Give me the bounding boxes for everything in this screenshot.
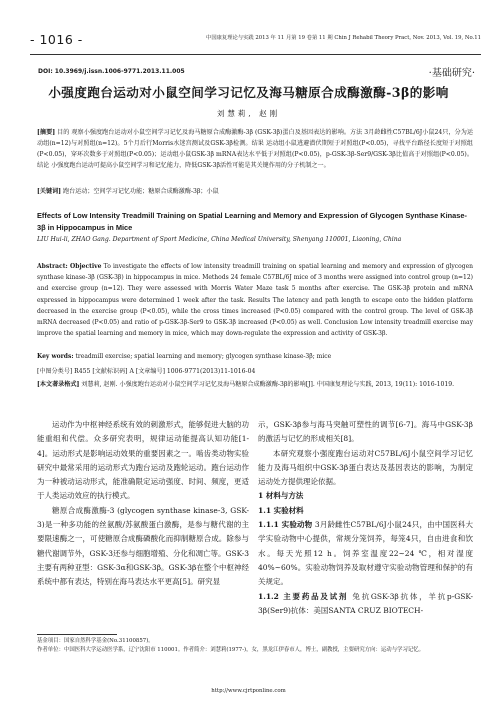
body-paragraph-continued: 示，GSK-3β参与海马突触可塑性的调节[6-7]。海马中GSK-3β的激活与记忆的形成相关[8]。 <box>258 420 473 444</box>
subsection-text: 3月龄雌性C57BL/6J小鼠24只，由中国医科大学实验动物中心提供，常规分笼饲养，每笼4只，自由进食和饮水。每天光照12 h。饲养室温度22~24 ℃，相对湿度40%~60%。实验动物饲养及取材遵守实验动物管理和保护的有关规定。 <box>258 520 473 587</box>
body-left-column <box>37 418 249 590</box>
subsection-1-1-1 <box>258 518 473 589</box>
chinese-keywords <box>37 186 473 197</box>
english-title: Effects of Low Intensity Treadmill Training on Spatial Learning and Memory and Expression of Glycogen Synthase Kinase-3β in Hippocampus in Mice <box>37 211 467 232</box>
citation-format <box>37 379 473 390</box>
chinese-abstract-text: 目的 观察小强度跑台运动对小鼠空间学习记忆及海马糖原合成酶激酶-3β (GSK-3β)蛋白及基因表达的影响。方法 3月龄雌性C57BL/6J小鼠24只，分为运动组(n=12)与对照组(n=12)。5个月后行Morris水迷宫测试及GSK-3β检测。结果 运动组小鼠逃避潜伏期短于对照组(P<0.05)，寻找平台路径长度短于对照组(P<0.05)，穿环次数多于对照组(P<0.05)；运动组小鼠GSK-3β mRNA表达水平低于对照组(P<0.05)，p-GSK-3β-Ser9/GSK-3β比值高于对照组(P<0.05)。结论 小强度跑台运动可提高小鼠空间学习和记忆能力，降低GSK-3β活性可能是其关键作用的分子机制之一。 <box>37 129 473 169</box>
english-abstract <box>37 261 473 339</box>
body-paragraph: 糖原合成酶激酶-3 (glycogen synthase kinase-3, GSK-3)是一种多功能的丝氨酸/苏氨酸蛋白激酶，是参与糖代谢的主要限速酶之一，可使糖原合成酶磷酸化而抑制糖原合成。除参与糖代谢调节外，GSK-3还参与细胞增殖、分化和凋亡等。GSK-3主要有两种亚型：GSK-3α和GSK-3β。GSK-3β在整个中枢神经系统中都有表达，特别在海马表达水平更高[5]。研究显 <box>37 505 249 587</box>
body-right-column <box>258 418 473 618</box>
footnote-funding: 基金项目：国家自然科学基金(No.31100857)。 <box>37 638 154 644</box>
citation-label: [本文著录格式] <box>37 381 80 388</box>
english-keywords <box>37 351 473 362</box>
running-header <box>30 30 481 46</box>
english-keywords-label: Key words: <box>37 353 74 360</box>
subsection-heading: 1.1 实验材料 <box>258 505 304 515</box>
classification-line: [中图分类号] R455 [文献标识码] A [文章编号] 1006-9771(2013)11-1016-04 <box>37 368 256 375</box>
footnote-author-info: 作者单位：中国医科大学运动医学系，辽宁沈阳市 110001。作者简介：刘慧莉(1977-)，女，黑龙江伊春市人，博士，副教授，主要研究方向：运动与学习记忆。 <box>37 647 425 653</box>
english-abstract-text: To investigate the effects of low intensity treadmill training on spatial learning and memory and expression of glycogen synthase kinase-3β (GSK-3β) in hippocampus in mice. Methods 24 female C57BL/6J mice of 3 months were assigned into control group (n=12) and exercise group (n=12). They were assessed with Morris Water Maze task 5 months after exercise. The GSK-3β protein and mRNA expressed in hippocampus were determined 1 week after the task. Results The latency and path length to escape onto the hidden platform decreased in the exercise group (P<0.05), while the cross times increased (P<0.05) compared with the control group. The level of GSK-3β mRNA decreased (P<0.05) and ratio of p-GSK-3β-Ser9 to GSK-3β increased (P<0.05) as well. Conclusion Low intensity treadmill exercise may improve the spatial learning and memory in mice, which may down-regulate the expression and activity of GSK-3β. <box>37 263 473 338</box>
chinese-keywords-text: 跑台运动；空间学习记忆功能；糖原合成酶激酶-3β；小鼠 <box>61 188 219 195</box>
journal-citation-line: 中国康复理论与实践 2013 年 11 月第 19 卷第 11 期 Chin J Rehabil Theory Pract, Nov. 2013, Vol. 19, No.11 <box>206 35 481 41</box>
section-heading: 1 材料与方法 <box>258 491 304 501</box>
footer-url[interactable]: http://www.cjrtponline.com <box>211 688 286 694</box>
column-name: ·基础研究· <box>428 68 475 79</box>
subsubsection-heading: 1.1.1 实验动物 <box>258 520 313 530</box>
chinese-keywords-label: [关键词] <box>37 188 62 195</box>
subsection-1-1-2 <box>258 590 473 619</box>
english-abstract-label: Abstract: Objective <box>37 263 102 270</box>
footnotes <box>37 637 473 655</box>
subsection-text: 兔抗GSK-3β抗体，羊抗p-GSK-3β(Ser9)抗体：美国SANTA CRUZ BIOTECH- <box>258 591 473 615</box>
article-authors: 刘慧莉, 赵刚 <box>216 109 281 118</box>
citation-text: 刘慧莉, 赵刚. 小强度跑台运动对小鼠空间学习记忆及海马糖原合成酶激酶-3β的影响[J]. 中国康复理论与实践, 2013, 19(11): 1016-1019. <box>79 381 455 388</box>
header-rule <box>30 54 481 55</box>
subsubsection-heading: 1.1.2 主要药品及试剂 <box>258 591 349 601</box>
footnote-rule <box>37 634 117 635</box>
article-title: 小强度跑台运动对小鼠空间学习记忆及海马糖原合成酶激酶-3β的影响 <box>48 85 449 100</box>
body-paragraph: 本研究观察小强度跑台运动对C57BL/6J小鼠空间学习记忆能力及海马组织中GSK-3β蛋白表达及基因表达的影响，为制定运动处方提供理论依据。 <box>258 448 473 487</box>
chinese-abstract <box>37 127 473 171</box>
body-paragraph: 运动作为中枢神经系统有效的刺激形式，能够促进大脑的功能重组和代偿。众多研究表明，规律运动能提高认知功能[1-4]。运动形式是影响运动效果的重要因素之一。啮齿类动物实验研究中最常采用的运动形式为跑台运动及跑轮运动。跑台运动作为一种被动运动形式，能准确限定运动强度、时间、频度，更适于人类运动效应的执行模式。 <box>37 420 249 501</box>
page-number: - 1016 - <box>30 32 83 47</box>
doi[interactable]: DOI: 10.3969/j.issn.1006-9771.2013.11.005 <box>38 68 185 75</box>
chinese-abstract-label: [摘要] <box>37 129 56 136</box>
english-keywords-text: treadmill exercise; spatial learning and memory; glycogen synthase kinase-3β; mice <box>73 353 332 360</box>
english-authors: LIU Hui-li, ZHAO Gang. Department of Sport Medicine, China Medical University, Shenyang 110001, Liaoning, China <box>37 236 402 243</box>
